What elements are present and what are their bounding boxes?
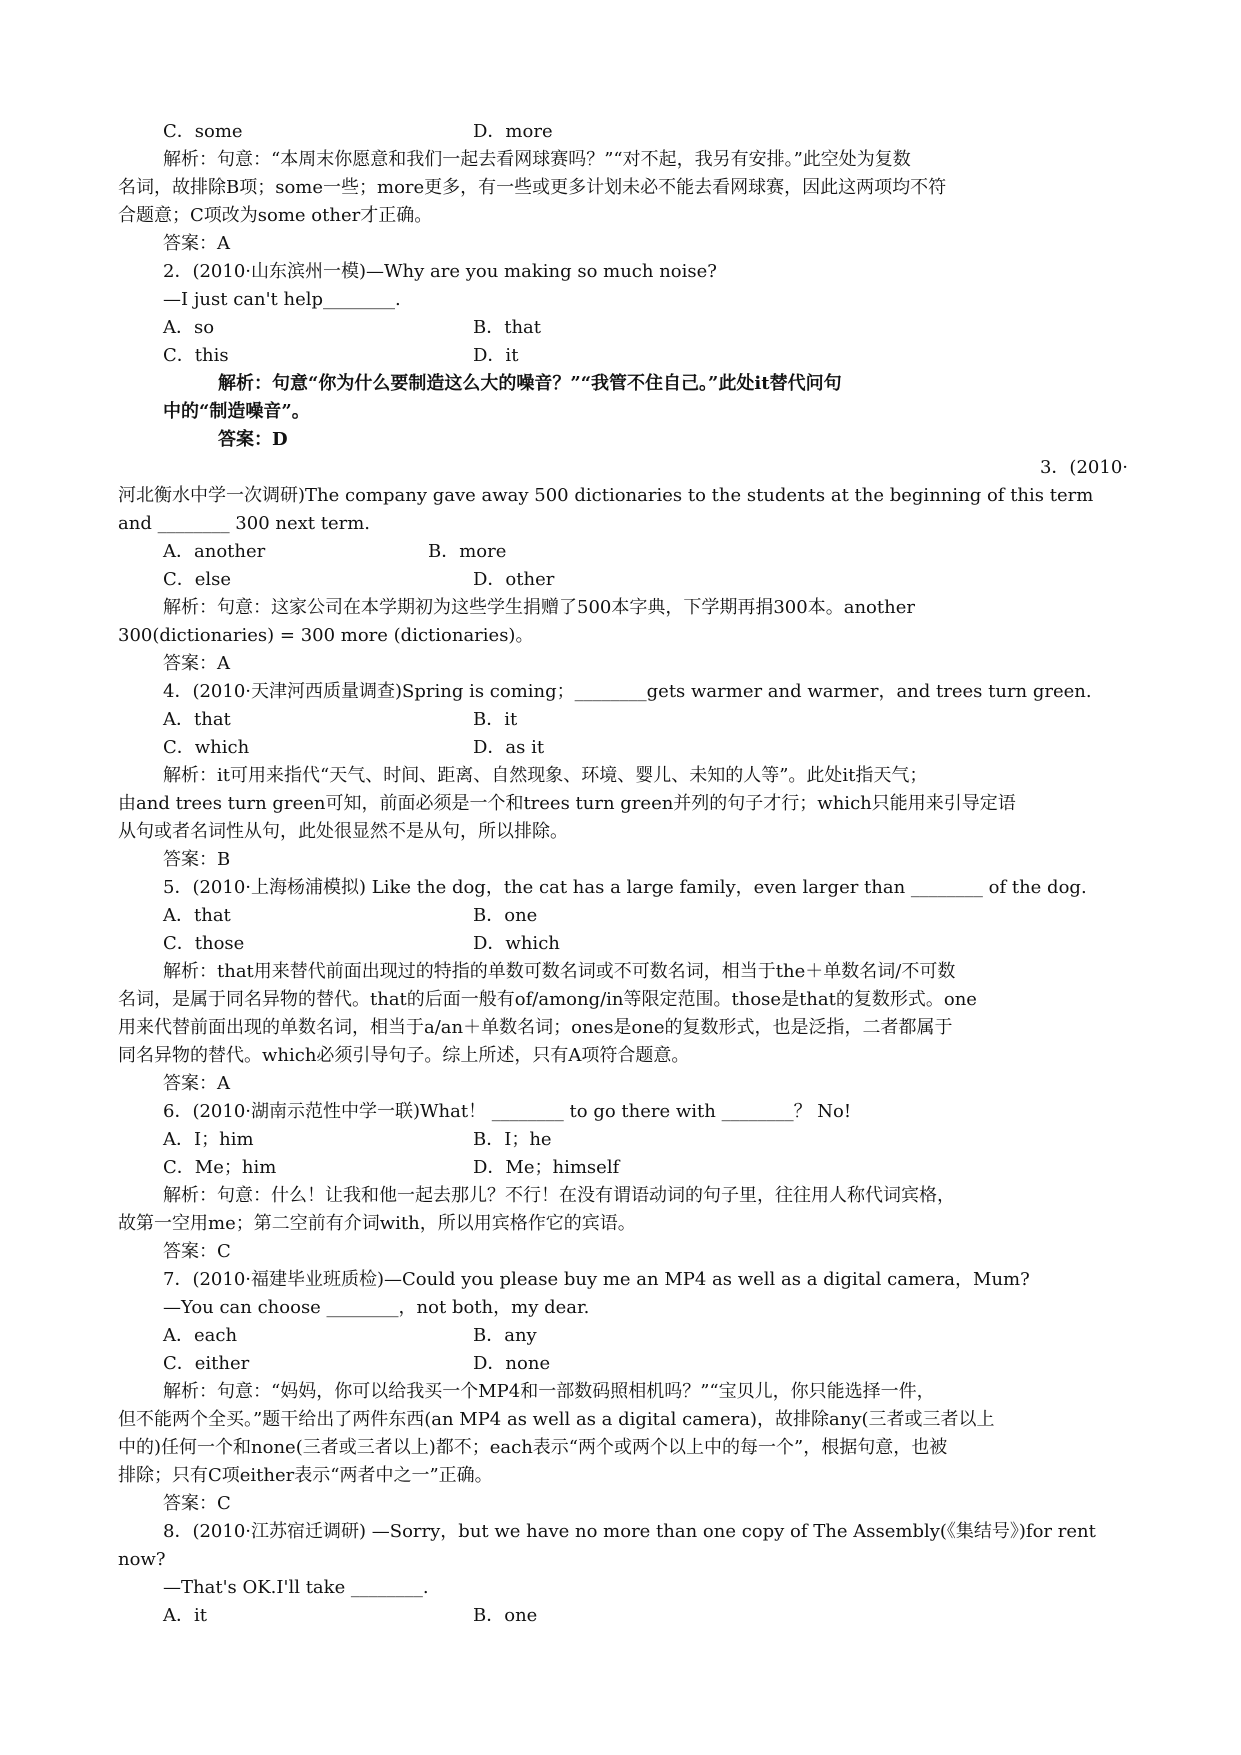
text-line: 解析：that用来替代前面出现过的特指的单数可数名词或不可数名词，相当于the＋单数名词/不可数 — [163, 961, 956, 982]
option-row — [118, 566, 1128, 594]
text-line: 7．(2010·福建毕业班质检)—Could you please buy me an MP4 as well as a digital camera，Mum? — [163, 1269, 1030, 1290]
option-left: C．which — [163, 737, 250, 758]
text-line: —You can choose ________，not both，my dear. — [163, 1297, 590, 1318]
option-right: B．any — [473, 1325, 537, 1346]
text-line: 同名异物的替代。which必须引导句子。综上所述，只有A项符合题意。 — [118, 1045, 690, 1066]
text-line: 解析：it可用来指代“天气、时间、距离、自然现象、环境、婴儿、未知的人等”。此处it指天气； — [163, 765, 928, 786]
option-left: A．that — [163, 709, 231, 730]
text-line: 解析：句意：“妈妈，你可以给我买一个MP4和一部数码照相机吗？”“宝贝儿，你只能选择一件， — [163, 1381, 935, 1402]
option-left: C．else — [163, 569, 232, 590]
text-line: 答案：C — [163, 1493, 231, 1514]
text-line: now? — [118, 1549, 166, 1570]
text-line: 解析：句意：“本周末你愿意和我们一起去看网球赛吗？”“对不起，我另有安排。”此空处为复数 — [163, 149, 911, 170]
text-line: 答案：D — [218, 429, 288, 450]
option-right: D．other — [473, 569, 555, 590]
option-left: A．so — [163, 317, 215, 338]
option-left: C．either — [163, 1353, 250, 1374]
option-row — [118, 902, 1128, 930]
text-line: 由and trees turn green可知，前面必须是一个和trees turn green并列的句子才行；which只能用来引导定语 — [118, 793, 1016, 814]
text-line: 答案：C — [163, 1241, 231, 1262]
text-line: and ________ 300 next term. — [118, 513, 370, 534]
option-right: B．one — [473, 1605, 538, 1626]
text-line: 2．(2010·山东滨州一模)—Why are you making so much noise? — [163, 261, 717, 282]
option-row — [118, 1350, 1128, 1378]
text-line: 合题意；C项改为some other才正确。 — [118, 205, 433, 226]
option-right: B．one — [473, 905, 538, 926]
text-line: 答案：A — [163, 653, 230, 674]
text-line: 300(dictionaries) = 300 more (dictionaries)。 — [118, 625, 534, 646]
text-line: 故第一空用me；第二空前有介词with，所以用宾格作它的宾语。 — [118, 1213, 636, 1234]
text-line: —I just can't help________. — [163, 289, 401, 310]
text-line: 答案：A — [163, 1073, 230, 1094]
option-left: A．each — [163, 1325, 238, 1346]
option-right: D．as it — [473, 737, 545, 758]
text-line: 排除；只有C项either表示“两者中之一”正确。 — [118, 1465, 493, 1486]
option-right: B．more — [428, 541, 507, 562]
option-left: C．those — [163, 933, 245, 954]
option-left: A．it — [163, 1605, 207, 1626]
option-right: B．I；he — [473, 1129, 552, 1150]
text-line: 但不能两个全买。”题干给出了两件东西(an MP4 as well as a digital camera)，故排除any(三者或三者以上 — [118, 1409, 995, 1430]
option-right: D．more — [473, 121, 553, 142]
option-row — [118, 930, 1128, 958]
text-line: 5．(2010·上海杨浦模拟) Like the dog，the cat has a large family，even larger than ________ of the dog. — [163, 877, 1087, 898]
text-line: —That's OK.I'll take ________. — [163, 1577, 429, 1598]
option-right: D．it — [473, 345, 519, 366]
text-line: 中的)任何一个和none(三者或三者以上)都不；each表示“两个或两个以上中的每一个”，根据句意，也被 — [118, 1437, 948, 1458]
text-line: 解析：句意“你为什么要制造这么大的噪音？”“我管不住自己。”此处it替代问句 — [218, 373, 842, 394]
text-line: 解析：句意：什么！让我和他一起去那儿？不行！在没有谓语动词的句子里，往往用人称代词宾格， — [163, 1185, 955, 1206]
option-right: B．that — [473, 317, 542, 338]
option-row — [118, 314, 1128, 342]
text-line: 用来代替前面出现的单数名词，相当于a/an＋单数名词；ones是one的复数形式，也是泛指，二者都属于 — [118, 1017, 953, 1038]
text-line: 答案：A — [163, 233, 230, 254]
text-line: 中的“制造噪音”。 — [163, 401, 310, 422]
document-body — [118, 118, 1128, 1630]
option-left: A．I；him — [163, 1129, 254, 1150]
option-row — [118, 734, 1128, 762]
option-row — [118, 342, 1128, 370]
text-line: 4．(2010·天津河西质量调查)Spring is coming；________gets warmer and warmer，and trees turn green. — [163, 681, 1092, 702]
text-line: 6．(2010·湖南示范性中学一联)What！ ________ to go there with ________？ No! — [163, 1101, 852, 1122]
option-right: D．which — [473, 933, 560, 954]
option-row — [118, 118, 1128, 146]
text-line: 河北衡水中学一次调研)The company gave away 500 dictionaries to the students at the beginning of this term — [118, 485, 1094, 506]
option-left: C．some — [163, 121, 243, 142]
text-line: 3．(2010· — [1039, 457, 1128, 478]
text-line: 解析：句意：这家公司在本学期初为这些学生捐赠了500本字典，下学期再捐300本。another — [163, 597, 915, 618]
text-line: 8．(2010·江苏宿迁调研) —Sorry，but we have no more than one copy of The Assembly(《集结号》)for rent — [163, 1521, 1096, 1542]
option-row — [118, 1322, 1128, 1350]
option-left: A．another — [163, 541, 266, 562]
text-line: 名词，是属于同名异物的替代。that的后面一般有of/among/in等限定范围。those是that的复数形式。one — [118, 989, 977, 1010]
option-row — [118, 1602, 1128, 1630]
text-line: 从句或者名词性从句，此处很显然不是从句，所以排除。 — [118, 821, 568, 842]
option-right: B．it — [473, 709, 518, 730]
option-left: C．Me；him — [163, 1157, 277, 1178]
option-left: C．this — [163, 345, 229, 366]
option-row — [118, 1154, 1128, 1182]
option-left: A．that — [163, 905, 231, 926]
option-right: D．Me；himself — [473, 1157, 620, 1178]
option-row — [118, 538, 1128, 566]
text-line: 答案：B — [163, 849, 231, 870]
text-line: 名词，故排除B项；some一些；more更多，有一些或更多计划未必不能去看网球赛，因此这两项均不符 — [118, 177, 947, 198]
option-row — [118, 1126, 1128, 1154]
option-right: D．none — [473, 1353, 551, 1374]
option-row — [118, 706, 1128, 734]
